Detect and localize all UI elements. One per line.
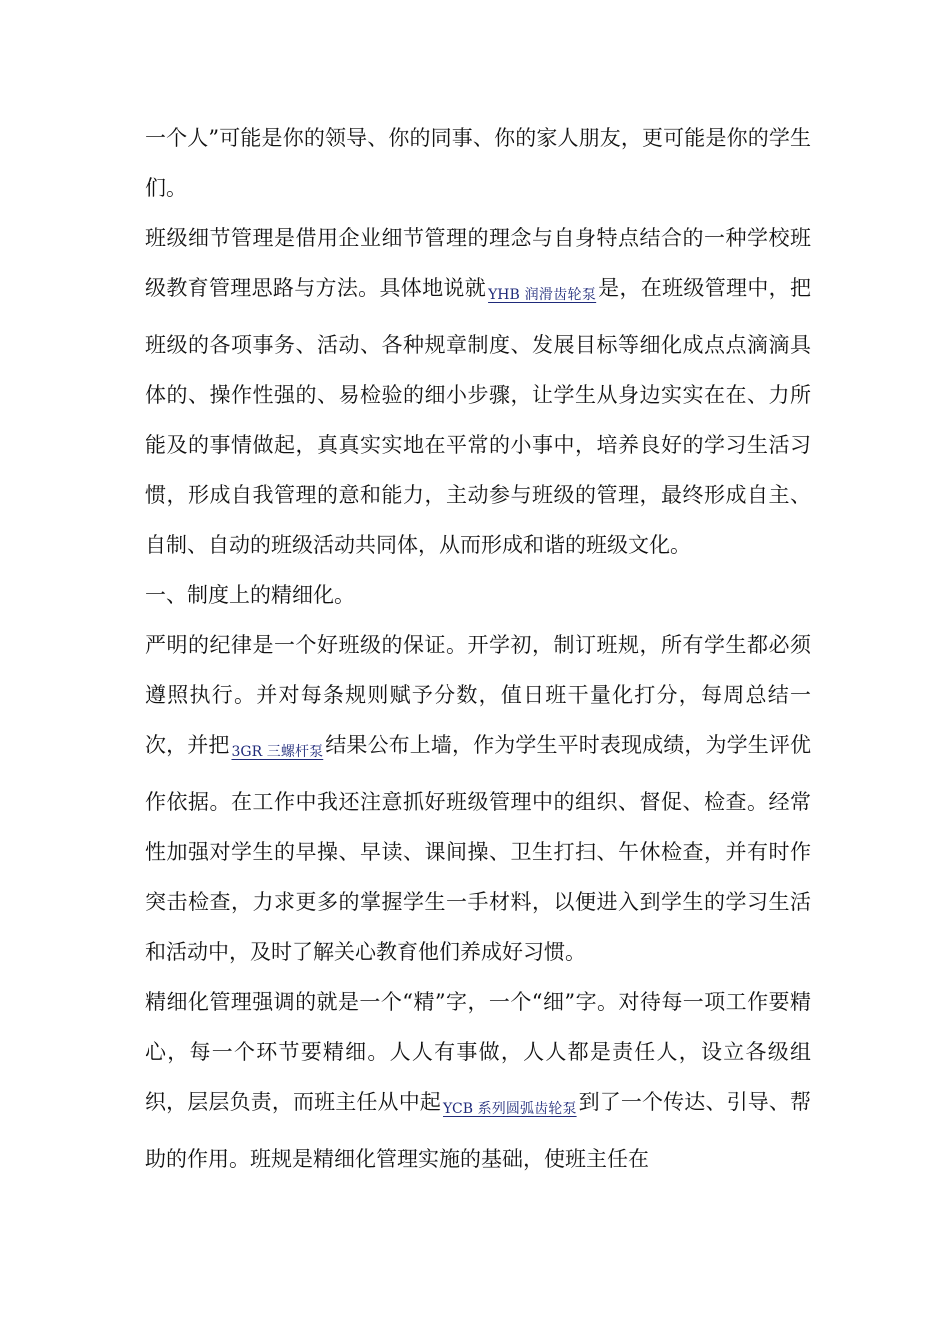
paragraph-5 [145,977,811,1184]
paragraph-text: 结果公布上墙，作为学生平时表现成绩，为学生评优作依据。在工作中我还注意抓好班级管理中的组织、督促、检查。经常性加强对学生的早操、早读、课间操、卫生打扫、午休检查，并有时作突击检查，力求更多的掌握学生一手材料，以便进入到学生的学习生活和活动中，及时了解关心教育他们养成好习惯。 [145,733,812,964]
paragraph-text: 是，在班级管理中，把班级的各项事务、活动、各种规章制度、发展目标等细化成点点滴滴具体的、操作性强的、易检验的细小步骤，让学生从身边实实在在、力所能及的事情做起，真真实实地在平常的小事中，培养良好的学习生活习惯，形成自我管理的意和能力，主动参与班级的管理，最终形成自主、自制、自动的班级活动共同体，从而形成和谐的班级文化。 [145,276,811,557]
paragraph-text: 精细化管理强调的就是一个“精”字，一个“细”字。对待每一项工作要精心，每一个环节要精细。人人有事做，人人都是责任人，设立各级组织，层层负责，而班主任从中起 [145,990,811,1114]
paragraph-text: 一个人”可能是你的领导、你的同事、你的家人朋友，更可能是你的学生们。 [145,126,811,200]
paragraph-text: 到了一个传达、引导、帮助的作用。班规是精细化管理实施的基础，使班主任在 [145,1090,812,1171]
paragraph-1 [145,113,811,213]
link-ycb-arc-gear-pump[interactable]: YCB 系列圆弧齿轮泵 [443,1101,577,1117]
paragraph-text: 班级细节管理是借用企业细节管理的理念与自身特点结合的一种学校班级教育管理思路与方法。具体地说就 [145,226,811,300]
link-3gr-screw-pump[interactable]: 3GR 三螺杆泵 [231,744,324,760]
paragraph-4 [145,620,811,977]
paragraph-2 [145,213,811,570]
paragraph-text: 严明的纪律是一个好班级的保证。开学初，制订班规，所有学生都必须遵照执行。并对每条规则赋予分数，值日班干量化打分，每周总结一次，并把 [145,633,811,757]
section-heading: 一、制度上的精细化。 [145,583,355,607]
paragraph-3-heading [145,570,811,620]
link-yhb-gear-pump[interactable]: YHB 润滑齿轮泵 [488,287,597,303]
document-body [145,113,811,1184]
